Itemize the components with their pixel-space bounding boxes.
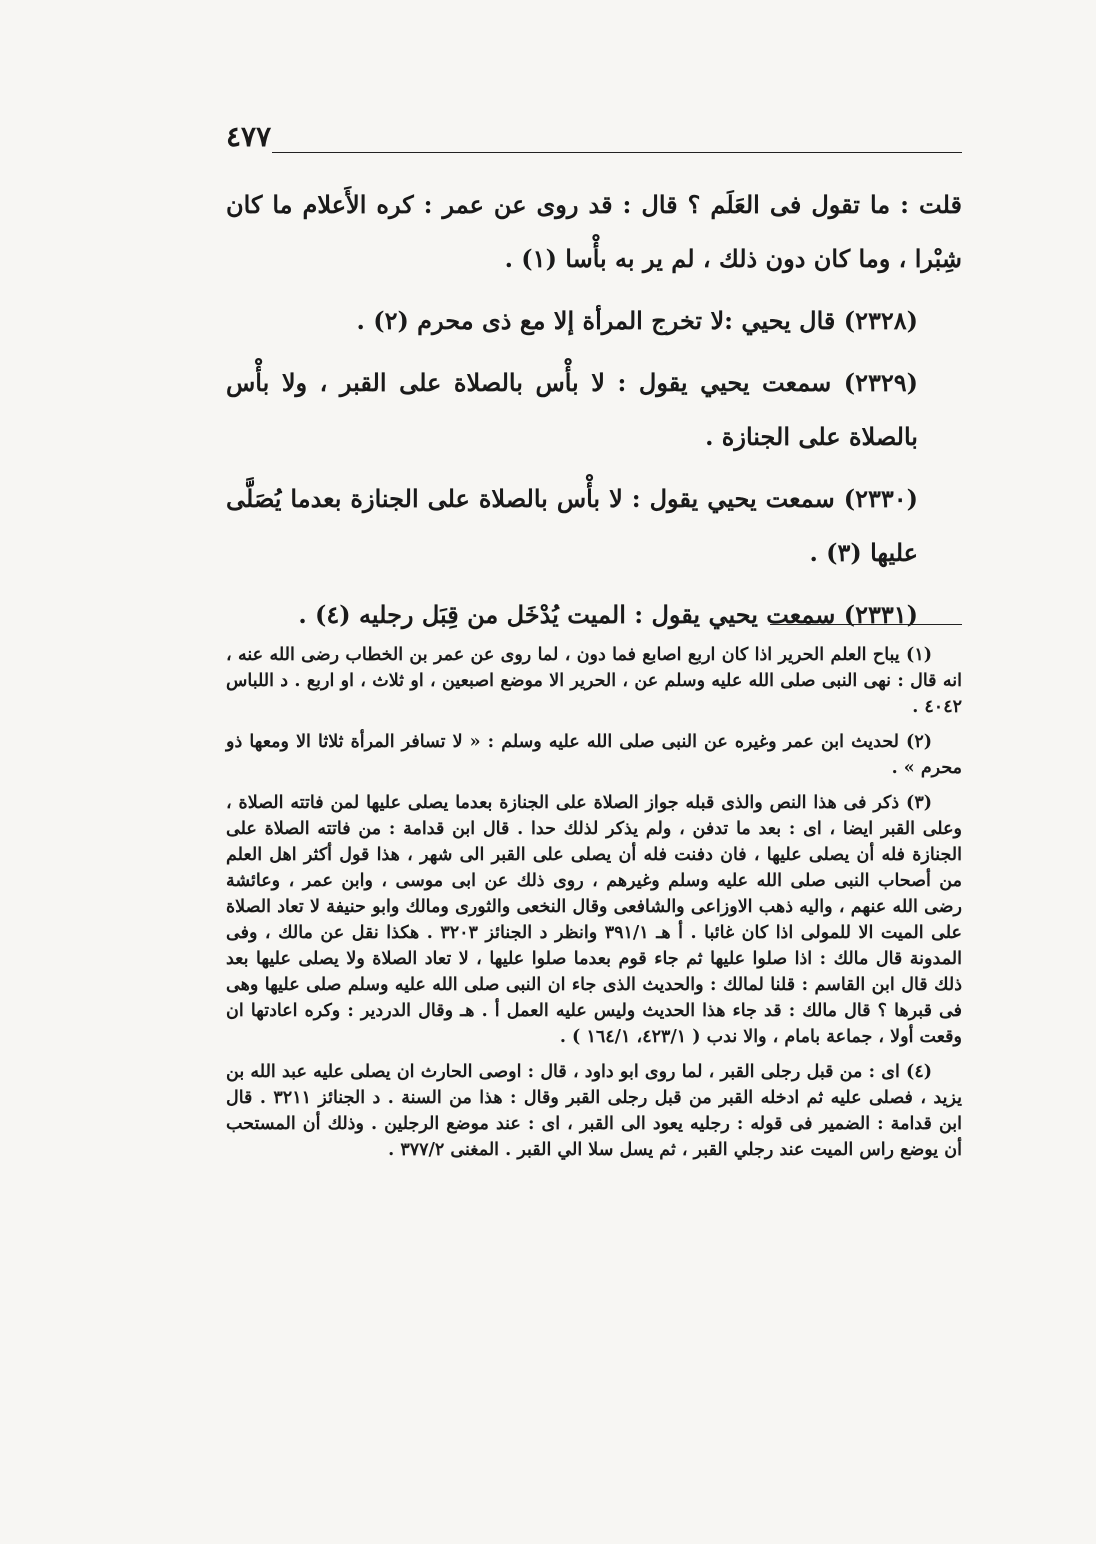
footnote: (٢) لحديث ابن عمر وغيره عن النبى صلى الله عليه وسلم : « لا تسافر المرأة ثلاثا الا ومعها ذو محرم » . (226, 732, 962, 778)
main-paragraph: (٢٣٣١) سمعت يحيي يقول : الميت يُدْخَل من قِبَل رجليه (٤) . (298, 600, 918, 629)
main-paragraph: (٢٣٢٩) سمعت يحيي يقول : لا بأْس بالصلاة على القبر ، ولا بأْس بالصلاة على الجنازة . (226, 368, 918, 451)
footnote: (١) يباح العلم الحرير اذا كان اربع اصابع فما دون ، لما روى عن عمر بن الخطاب رضى الله عنه ، انه قال : نهى النبى صلى الله عليه وسلم عن ، الحرير الا موضع اصبعين ، او ثلاث ، او اربع . د اللباس ٤٠٤٢ . (226, 645, 962, 717)
footnotes (226, 642, 962, 1172)
main-paragraph: (٢٣٣٠) سمعت يحيي يقول : لا بأْس بالصلاة على الجنازة بعدما يُصَلَّى عليها (٣) . (226, 484, 918, 567)
footnote: (٣) ذكر فى هذا النص والذى قبله جواز الصلاة على الجنازة بعدما يصلى عليها لمن فاتته الصلاة ، وعلى القبر ايضا ، اى : بعد ما تدفن ، ولم يذكر لذلك حدا . قال ابن قدامة : من فاتته الصلاة على الجنازة فله أن يصلى عليها ، فان دفنت فله أن يصلى على القبر الى شهر ، هذا قول أكثر اهل العلم من أصحاب النبى صلى الله عليه وسلم وغيرهم ، روى ذلك عن ابى موسى ، وابن عمر ، وعائشة رضى الله عنهم ، واليه ذهب الاوزاعى والشافعى وقال النخعى والثورى ومالك وابو حنيفة لا تعاد الصلاة على الميت الا للمولى اذا كان غائبا . أ هـ ٣٩١/١ وانظر د الجنائز ٣٢٠٣ . هكذا نقل عن مالك ، وفى المدونة قال مالك : اذا صلوا عليها ثم جاء قوم بعدما صلوا عليها ، لا تعاد الصلاة ولا يصلى عليها بعد ذلك قال ابن القاسم : قلنا لمالك : والحديث الذى جاء ان النبى صلى الله عليه وسلم صلى عليها وهى فى قبرها ؟ قال مالك : قد جاء هذا الحديث وليس عليه العمل أ . هـ وقال الدردير : وكره اعادتها ان وقعت أولا ، جماعة بامام ، والا ندب ( ٤٢٣/١، ١٦٤/١ ) . (226, 793, 962, 1047)
footnote-separator (770, 624, 962, 625)
header-rule (272, 152, 962, 153)
page-number: ٤٧٧ (226, 120, 272, 153)
footnote: (٤) اى : من قبل رجلى القبر ، لما روى ابو داود ، قال : اوصى الحارث ان يصلى عليه عبد الله بن يزيد ، فصلى عليه ثم ادخله القبر من قبل رجلى القبر وقال : هذا من السنة . د الجنائز ٣٢١١ . قال ابن قدامة : الضمير فى قوله : رجليه يعود الى القبر ، اى : عند موضع الرجلين . وذلك أن المستحب أن يوضع راس الميت عند رجلي القبر ، ثم يسل سلا الي القبر . المغنى ٣٧٧/٢ . (226, 1062, 962, 1160)
main-paragraph: قلت : ما تقول فى العَلَم ؟ قال : قد روى عن عمر : كره الأَعلام ما كان شِبْرا ، وما كان دون ذلك ، لم ير به بأْسا (١) . (226, 190, 962, 273)
main-text (226, 178, 962, 650)
main-paragraph: (٢٣٢٨) قال يحيي :لا تخرج المرأة إلا مع ذى محرم (٢) . (356, 306, 918, 335)
